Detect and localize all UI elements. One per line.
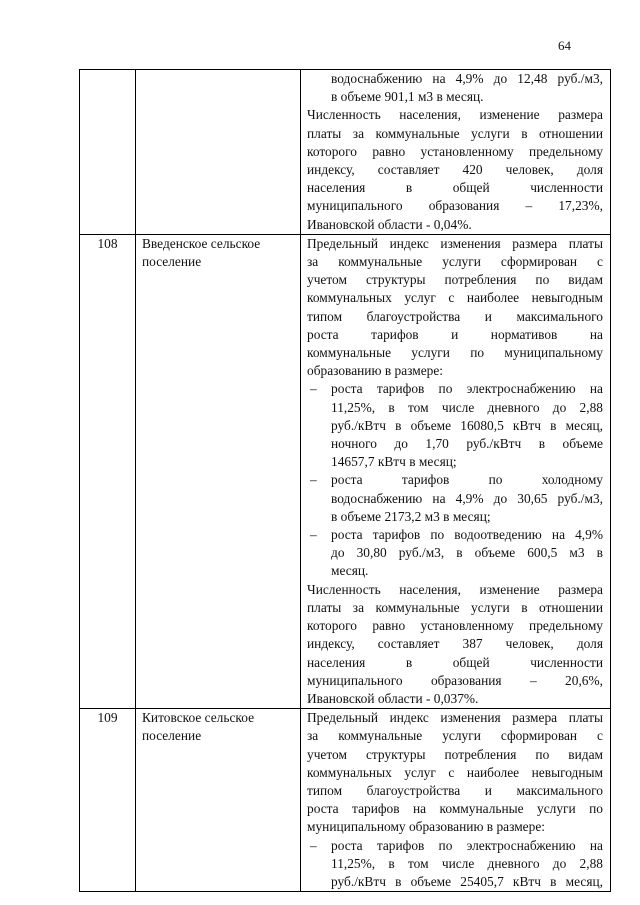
- text-line: Ивановской области - 0,037%.: [307, 690, 479, 706]
- table-row: [80, 709, 611, 892]
- page-number: 64: [558, 38, 571, 53]
- text-line: 14657,7 кВтч в месяц;: [331, 454, 457, 470]
- table-row: [80, 234, 611, 708]
- text-line: за коммунальные услуги сформирован с: [307, 728, 603, 744]
- settlement-name-line: поселение: [142, 254, 202, 270]
- text-line: 11,25%, в том числе дневного до 2,88: [331, 855, 603, 871]
- text-line: учетом структуры потребления по видам: [307, 272, 603, 288]
- text-line: водоснабжению на 4,9% до 12,48 руб./м3,: [331, 71, 603, 86]
- bullet-text: роста тарифов по холодному: [331, 472, 603, 488]
- text-line: муниципального образования – 17,23%,: [307, 198, 603, 214]
- text-line: муниципального образования – 20,6%,: [307, 672, 603, 688]
- text-line: платы за коммунальные услуги в отношении: [307, 125, 603, 141]
- text-line: Численность населения, изменение размера: [307, 107, 603, 123]
- text-line: типом благоустройства и максимального: [307, 308, 603, 324]
- dash-bullet: –: [310, 837, 317, 853]
- bullet-text: роста тарифов по водоотведению на 4,9%: [331, 527, 603, 543]
- dash-bullet: –: [310, 472, 317, 488]
- text-line: водоснабжению на 4,9% до 30,65 руб./м3,: [331, 490, 603, 506]
- text-line: Ивановской области - 0,04%.: [307, 216, 472, 232]
- bullet-line: [307, 380, 603, 398]
- index-description: [301, 70, 611, 235]
- text-line: месяц.: [331, 563, 369, 579]
- settlement-name-line: Введенское сельское: [142, 235, 261, 251]
- text-line: которого равно установленному предельному: [307, 143, 603, 159]
- text-line: роста тарифов и нормативов на: [307, 326, 603, 342]
- text-line: за коммунальные услуги сформирован с: [307, 254, 603, 270]
- text-line: 11,25%, в том числе дневного до 2,88: [331, 399, 603, 415]
- text-line: населения в общей численности: [307, 654, 603, 670]
- text-line: руб./кВтч в объеме 16080,5 кВтч в месяц,: [331, 417, 603, 433]
- text-line: индексу, составляет 420 человек, доля: [307, 162, 603, 178]
- text-line: муниципальному образованию в размере:: [307, 819, 545, 835]
- settlement-name: [136, 234, 301, 708]
- text-line: ночного до 1,70 руб./кВтч в объеме: [331, 436, 603, 452]
- bullet-line: [307, 526, 603, 544]
- settlement-name-line: поселение: [142, 728, 202, 744]
- bullet-line: [307, 471, 603, 489]
- bullet-text: роста тарифов по электроснабжению на: [331, 381, 603, 397]
- text-line: руб./кВтч в объеме 25405,7 кВтч в месяц,: [331, 873, 603, 889]
- text-line: Предельный индекс изменения размера платы: [307, 710, 603, 726]
- settlement-name: [136, 709, 301, 892]
- row-number: 109: [80, 709, 136, 892]
- text-line: в объеме 2173,2 м3 в месяц;: [331, 508, 491, 524]
- text-line: Предельный индекс изменения размера платы: [307, 235, 603, 251]
- text-line: индексу, составляет 387 человек, доля: [307, 636, 603, 652]
- table-row: [80, 70, 611, 235]
- text-line: учетом структуры потребления по видам: [307, 746, 603, 762]
- text-line: в объеме 901,1 м3 в месяц.: [331, 89, 484, 105]
- text-line: до 30,80 руб./м3, в объеме 600,5 м3 в: [331, 545, 603, 561]
- text-line: коммунальные услуги по муниципальному: [307, 345, 603, 361]
- bullet-text: роста тарифов по электроснабжению на: [331, 837, 603, 853]
- municipal-tariff-table: [79, 69, 611, 892]
- text-line: которого равно установленному предельному: [307, 618, 603, 634]
- dash-bullet: –: [310, 527, 317, 543]
- text-line: типом благоустройства и максимального: [307, 782, 603, 798]
- index-description: [301, 709, 611, 892]
- text-line: платы за коммунальные услуги в отношении: [307, 599, 603, 615]
- dash-bullet: –: [310, 381, 317, 397]
- settlement-name: [136, 70, 301, 235]
- index-description: [301, 234, 611, 708]
- row-number: [80, 70, 136, 235]
- settlement-name-line: Китовское сельское: [142, 710, 255, 726]
- text-line: коммунальных услуг с наиболее невыгодным: [307, 290, 603, 306]
- text-line: Численность населения, изменение размера: [307, 581, 603, 597]
- row-number: 108: [80, 234, 136, 708]
- text-line: образованию в размере:: [307, 363, 444, 379]
- text-line: коммунальных услуг с наиболее невыгодным: [307, 764, 603, 780]
- text-line: роста тарифов на коммунальные услуги по: [307, 801, 603, 817]
- text-line: населения в общей численности: [307, 180, 603, 196]
- bullet-line: [307, 837, 603, 855]
